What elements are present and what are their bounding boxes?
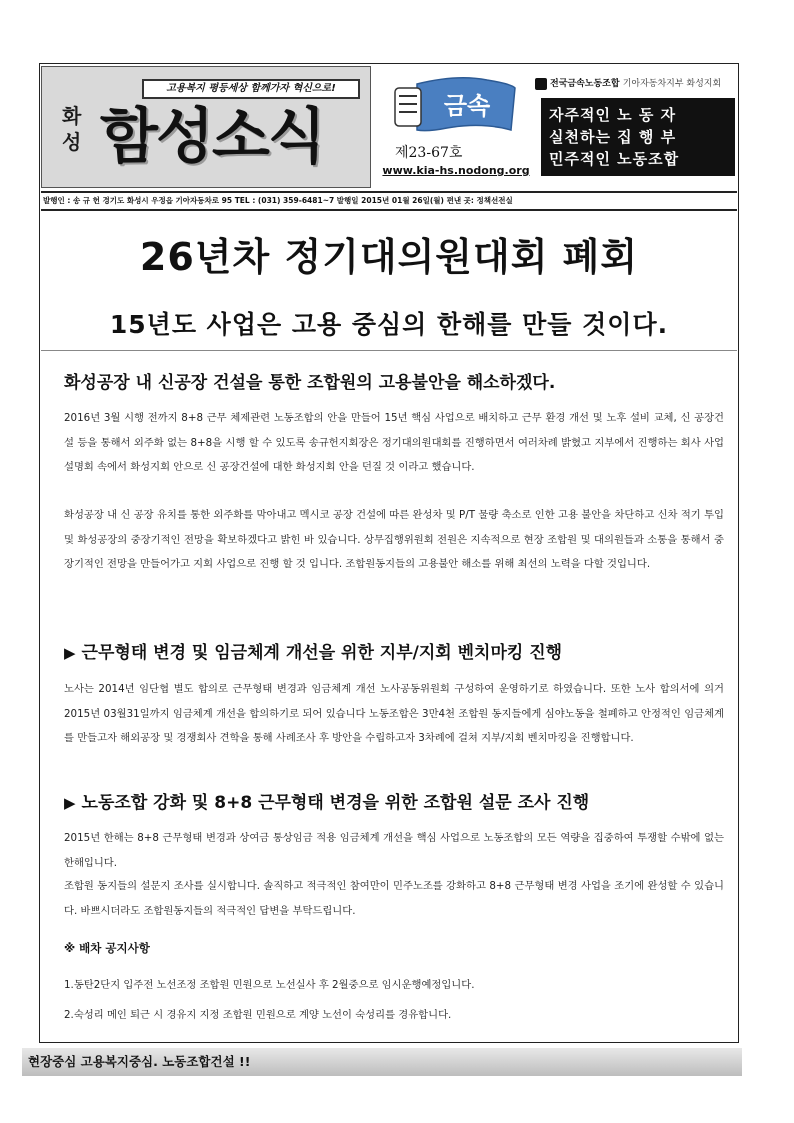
union-branch: 기아자동차지부 화성지회 [622, 79, 722, 89]
footer-banner: 현장중심 고용복지중심. 노동조합건설 !! [22, 1048, 742, 1076]
notice-item: 1.동탄2단지 입주전 노선조정 조합원 민원으로 노선실사 후 2월중으로 임시운행예정입니다. [64, 979, 475, 991]
masthead-center [379, 66, 529, 188]
paper-name: 함성소식 [100, 102, 324, 172]
region-label: 화성 [62, 104, 82, 154]
section-title: 노동조합 강화 및 8+8 근무형태 변경을 위한 조합원 설문 조사 진행 [81, 793, 590, 813]
arrow-right-icon: ▶ [64, 644, 76, 662]
notice-item: 2.숙성리 메인 퇴근 시 경유지 지정 조합원 민원으로 계양 노선이 숙성리를 경유합니다. [64, 1009, 452, 1021]
publication-info: 발행인 : 송 규 헌 경기도 화성시 우정읍 기아자동차로 95 TEL : (031) 359-6481~7 발행일 2015년 01월 26일(월) 편낸 곳: 정책선전실 [41, 191, 737, 211]
flag-text: 금속 [443, 92, 491, 120]
union-logo-icon [535, 78, 547, 90]
section-heading [64, 638, 562, 663]
motto-box [541, 98, 735, 176]
masthead-union [535, 66, 737, 188]
masthead [41, 66, 737, 188]
subheadline: 15년도 사업은 고용 중심의 한해를 만들 것이다. [109, 310, 669, 339]
body-paragraph: 노사는 2014년 임단협 별도 합의로 근무형태 변경과 임금체계 개선 노사공동위원회 구성하여 운영하기로 하였습니다. 또한 노사 합의서에 의거 2015년 03월31일까지 임금체계 개선을 합의하기로 되어 있습니다 노동조합은 3만4천 조합원 동지들에게 심야노동을 철폐하고 안정적인 임금체계를 만들고자 해외공장 및 경쟁회사 견학을 통해 사례조사 후 방안을 수립하고자 3차례에 걸쳐 지부/지회 벤치마킹을 진행합니다. [64, 683, 724, 744]
masthead-title-block [41, 66, 371, 188]
arrow-right-icon: ▶ [64, 794, 76, 812]
union-line [535, 76, 737, 90]
section-heading [64, 788, 589, 813]
section-title: 화성공장 내 신공장 건설을 통한 조합원의 고용불안을 해소하겠다. [64, 373, 556, 393]
section-title: 근무형태 변경 및 임금체계 개선을 위한 지부/지회 벤치마킹 진행 [81, 643, 563, 663]
motto-line: 자주적인 노 동 자 [549, 106, 677, 124]
motto-line: 민주적인 노동조합 [549, 150, 680, 168]
website-link[interactable]: www.kia-hs.nodong.org [382, 164, 530, 177]
issue-number: 제23-67호 [395, 145, 463, 161]
body-paragraph: 조합원 동지들의 설문지 조사를 실시합니다. 솔직하고 적극적인 참여만이 민주노조를 강화하고 8+8 근무형태 변경 사업을 조기에 완성할 수 있습니다. 바쁘시더라도 조합원동지들의 적극적인 답변을 부탁드립니다. [64, 880, 724, 917]
headline: 26년차 정기대의원대회 폐회 [139, 235, 639, 279]
slogan: 고용복지 평등세상 함께가자 혁신으로! [142, 79, 360, 99]
notice-title: ※ 배차 공지사항 [64, 941, 150, 955]
union-name: 전국금속노동조합 [550, 79, 620, 89]
body-paragraph: 2016년 3월 시행 전까지 8+8 근무 체제관련 노동조합의 안을 만들어 15년 핵심 사업으로 배치하고 근무 환경 개선 및 노후 설비 교체, 신 공장건설 등을 통해서 외주화 없는 8+8을 시행 할 수 있도록 송규헌지회장은 정기대의원대회를 진행하면서 여러차례 밝혔고 지부에서 진행하는 회사 사업 설명회 속에서 화성지회 안으로 신 공장건설에 대한 화성지회 안을 던질 것 이라고 했습니다. [64, 412, 724, 473]
body-paragraph: 화성공장 내 신 공장 유치를 통한 외주화를 막아내고 멕시코 공장 건설에 따른 완성차 및 P/T 물량 축소로 인한 고용 불안을 차단하고 신차 적기 투입 및 화성공장의 중장기적인 전망을 확보하겠다고 밝힌 바 있습니다. 상무집행위원회 전원은 지속적으로 현장 조합원 및 대의원들과 소통을 통해서 중장기적인 전망을 만들어가고 지회 사업으로 진행 할 것 입니다. 조합원동지들의 고용불안 해소를 위해 최선의 노력을 다할 것입니다. [64, 509, 724, 570]
union-flag-icon [387, 74, 517, 136]
divider [41, 350, 737, 351]
motto-line: 실천하는 집 행 부 [549, 128, 677, 146]
body-paragraph: 2015년 한해는 8+8 근무형태 변경과 상여금 통상임금 적용 임금체계 개선을 핵심 사업으로 노동조합의 모든 역량을 집중하여 투쟁할 수밖에 없는 한해입니다. [64, 832, 724, 869]
